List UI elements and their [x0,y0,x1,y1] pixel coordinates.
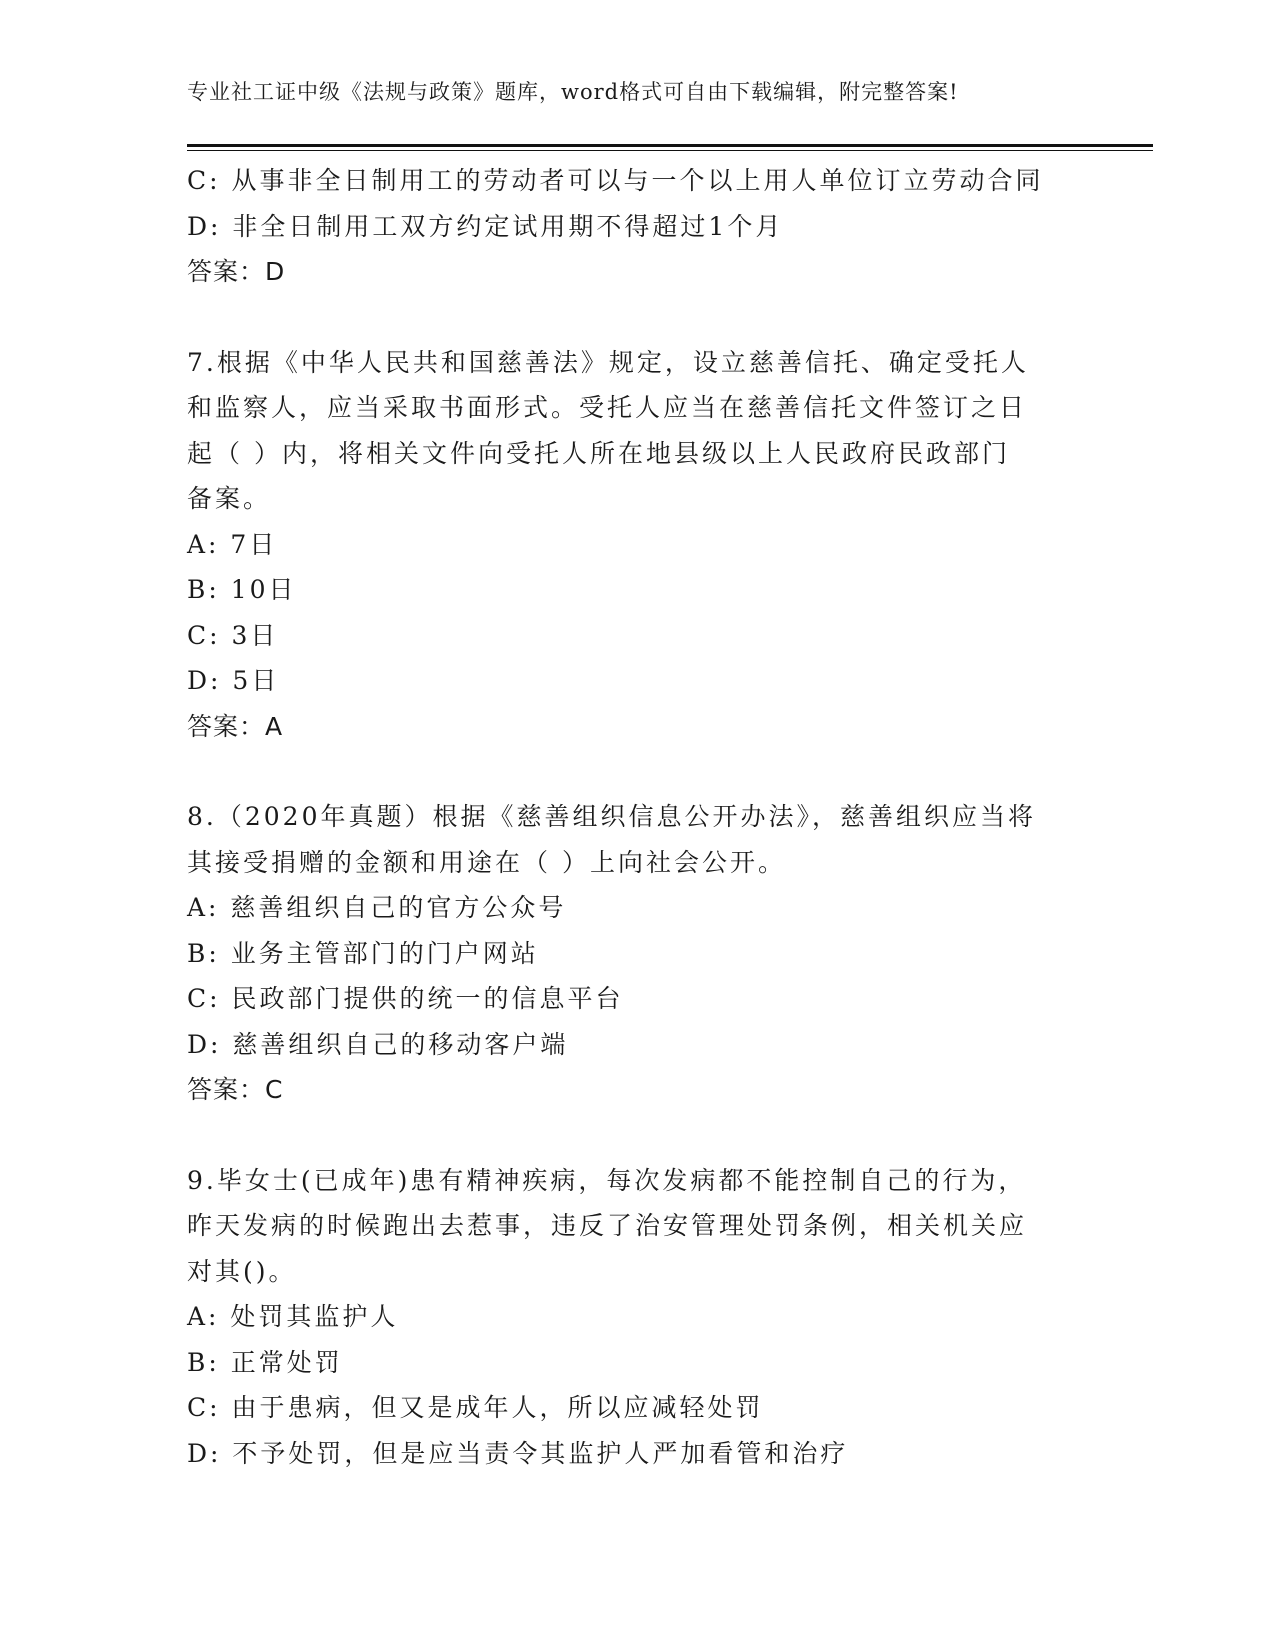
question-stem-line: 8.（2020年真题）根据《慈善组织信息公开办法》，慈善组织应当将 [187,802,1036,831]
option-d: D: 不予处罚，但是应当责令其监护人严加看管和治疗 [187,1438,849,1468]
option-b: B: 正常处罚 [187,1347,343,1377]
option-c: C: 民政部门提供的统一的信息平台 [187,984,624,1013]
question-9 [187,1158,1087,1477]
option-a: A: 慈善组织自己的官方公众号 [187,893,567,922]
answer-line: 答案：C [187,1075,284,1104]
spacer [187,295,1087,340]
header-rule-thick [187,144,1153,147]
question-stem-line: 昨天发病的时候跑出去惹事，违反了治安管理处罚条例，相关机关应 [187,1211,1028,1240]
spacer [187,1113,1087,1158]
answer-line: 答案：D [187,257,286,286]
option-b: B: 10日 [187,575,297,604]
option-a: A: 7日 [187,529,278,559]
option-b: B: 业务主管部门的门户网站 [187,938,539,968]
option-d: D: 慈善组织自己的移动客户端 [187,1029,569,1059]
header-rule-thin [187,150,1153,151]
question-stem-line: 对其()。 [187,1256,297,1286]
page-header: 专业社工证中级《法规与政策》题库，word格式可自由下载编辑，附完整答案! [187,80,959,104]
question-stem-line: 备案。 [187,484,272,513]
question-stem-line: 和监察人，应当采取书面形式。受托人应当在慈善信托文件签订之日 [187,393,1028,422]
question-stem-line: 起（ ）内，将相关文件向受托人所在地县级以上人民政府民政部门 [187,438,1010,468]
option-c: C: 由于患病，但又是成年人，所以应减轻处罚 [187,1393,764,1422]
answer-line: 答案：A [187,711,284,741]
question-stem-line: 其接受捐赠的金额和用途在（ ）上向社会公开。 [187,847,786,877]
option-c: C: 从事非全日制用工的劳动者可以与一个以上用人单位订立劳动合同 [187,166,1044,195]
option-c: C: 3日 [187,620,279,650]
option-d: D: 5日 [187,666,280,695]
spacer [187,749,1087,794]
question-8 [187,794,1087,1113]
document-body [187,158,1087,1476]
option-a: A: 处罚其监护人 [187,1302,399,1331]
question-6-remainder [187,158,1087,295]
question-stem-line: 9.毕女士(已成年)患有精神疾病，每次发病都不能控制自己的行为， [187,1165,1027,1195]
question-7 [187,340,1087,750]
question-stem-line: 7.根据《中华人民共和国慈善法》规定，设立慈善信托、确定受托人 [187,347,1029,377]
option-d: D: 非全日制用工双方约定试用期不得超过1个月 [187,211,784,241]
